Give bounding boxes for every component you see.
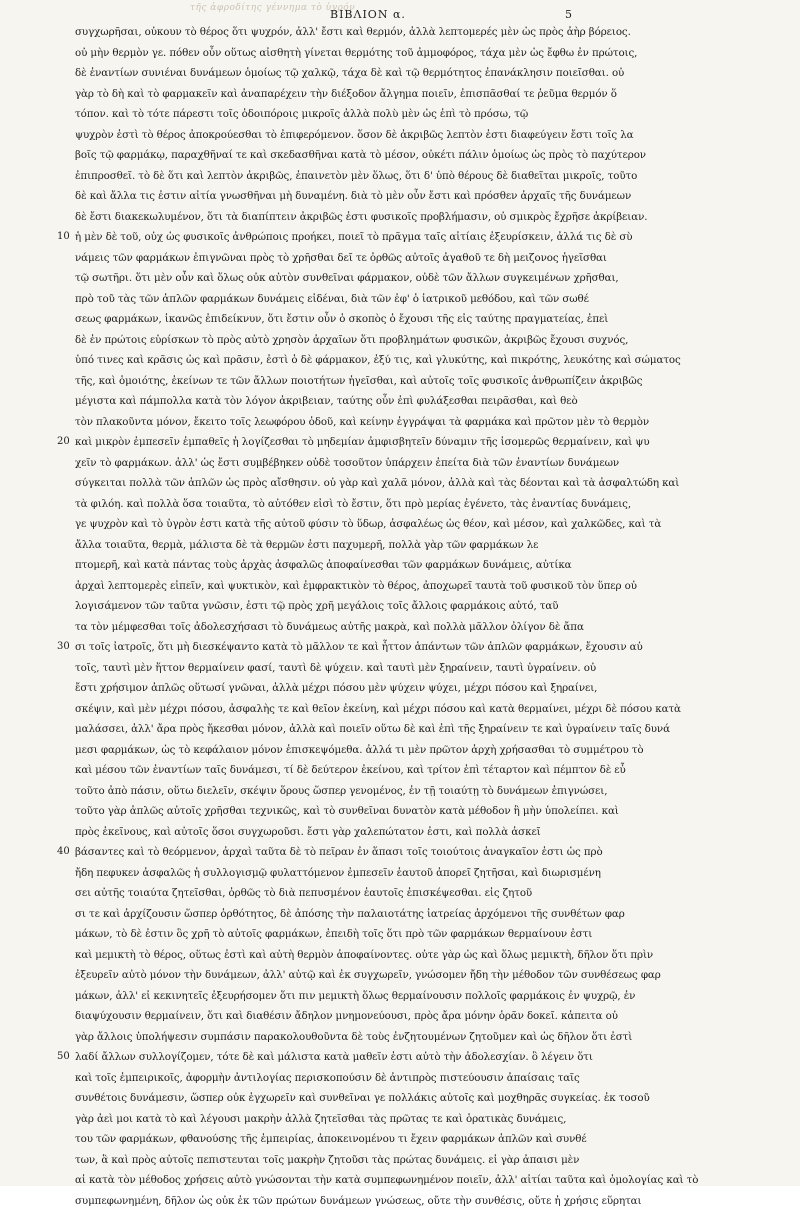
text-line: νάμεις τῶν φαρμάκων ἐπιγνῶναι πρὸς τὸ χρῆσθαι δεῖ τε ὀρθῶς αὐτοῖς ἀγαθοῦ τε δὴ μειζονος ἡγεῖσθαι (75, 248, 600, 269)
text-line: καὶ μεμικτὴ τὸ θέρος, οὕτως ἐστὶ καὶ αὐτὴ θερμὸν ἀποφαίνοντες. οὐτε γὰρ ὡς καὶ ὅλως μεμικτὴ, δῆλον ὅτι πρὶν (75, 945, 600, 966)
text-line: γὰρ ἀεὶ μοι κατὰ τὸ καὶ λέγουσι μακρὴν ἀλλὰ ζητεῖσθαι τὰς πρῶτας τε καὶ ὁρατικὰς δυνάμεις, (75, 1109, 600, 1130)
text-line: ἐπιπροσθεῖ. τὸ δὲ ὅτι καὶ λεπτὸν ἀκριβῶς, ἐπαινετὸν μὲν ὅλως, ὅτι δ' ὑπὸ θέρους δὲ διαθεῖται μικροῖς, τοῦτο (75, 166, 600, 187)
text-line: τα τὸν μέμφεσθαι τοῖς ἀδολεσχήσασι τὸ δυνάμεως αὐτῆς μακρὰ, καὶ πολλὰ μᾶλλον ὀλίγον δὲ ἄπα (75, 617, 600, 638)
text-line: βοῖς τῷ φαρμάκῳ, παραχθῆναί τε καὶ σκεδασθῆναι κατὰ τὸ μέσον, οὐκέτι πάλιν ὁμοίως ὡς πρὸς τὸ παχύτερον (75, 145, 600, 166)
text-line: συμπεφωνημένη, δῆλον ὡς οὐκ ἐκ τῶν πρώτων δυνάμεων γνώσεως, οὔτε τὴν συνθέσις, οὔτε ἡ χρήσις εὕρηται (75, 1191, 600, 1211)
text-line: τοῖς, ταυτὶ μὲν ἥττον θερμαίνειν φασί, ταυτὶ δὲ ψύχειν. καὶ ταυτὶ μὲν ξηραίνειν, ταυτὶ ὑγραίνειν. οὐ (75, 658, 600, 679)
text-line: ἀρχαὶ λεπτομερὲς εἰπεῖν, καὶ ψυκτικὸν, καὶ ἐμφρακτικὸν τὸ θέρος, ἀποχωρεῖ ταυτὰ τοῦ φυσικοῦ τὸν ὕπερ οὐ (75, 576, 600, 597)
margin-line-number: 40 (57, 846, 70, 857)
text-line: καὶ τοῖς ἐμπειρικοῖς, ἀφορμὴν ἀντιλογίας περισκοπούσιν δὲ ἀντιπρὸς πιστεύουσιν ἀπαίσαις ταῖς (75, 1068, 600, 1089)
text-line: πτομερῆ, καὶ κατὰ πάντας τοὺς ἀρχὰς ἀσφαλῶς ἀποφαίνεσθαι τῶν φαρμάκων δυνάμεις, αὐτίκα (75, 555, 600, 576)
text-line: σεως φαρμάκων, ἱκανῶς ἐπιδείκνυν, ὅτι ἔστιν οὖν ὁ σκοπὸς ὁ ἔχουσι τῆς εἰς ταύτης πραγματείας, ἐπεὶ (75, 309, 600, 330)
text-line: τῆς, καὶ ὁμοιότης, ἐκείνων τε τῶν ἄλλων ποιοτήτων ἡγεῖσθαι, καὶ αὐτοῖς τοῖς φυσικοῖς ἀνθρωπίζειν ἀκριβῶς (75, 371, 600, 392)
greek-text-block (75, 22, 600, 1211)
bleed-through-text: τῆς ἀφροδίτης γέννημα τὸ ὑγρόν (190, 3, 355, 13)
text-line: μάκων, ἀλλ' εἰ κεκινητεῖς ἐξευρήσομεν ὅτι πιν μεμικτὴ ὅλως θερμαίνουσιν πολλοῖς φαρμάκοις ἐν ψυχρῷ, ἐν (75, 986, 600, 1007)
text-line: λογισάμενον τῶν ταῦτα γνῶσιν, ἐστι τῷ πρὸς χρῆ μεγάλοις τοῖς ἄλλοις φαρμάκοις αὐτό, ταῦ (75, 596, 600, 617)
text-line: γὰρ ἄλλοις ὑπολήψεσιν συμπάσιν παρακολουθοῦντα δὲ τοὺς ἐνζητουμένων ζητοῦμεν καὶ ὡς δῆλον ὅτι ἐστὶ (75, 1027, 600, 1048)
text-line: δὲ ἔστι διακεκωλυμένον, ὅτι τὰ διαπίπτειν ἀκριβῶς ἐστι φυσικοῖς προβλήμασιν, οὐ σμικρὸς ἔχρῆσε ἀκρίβειαν. (75, 207, 600, 228)
text-line: βάσαντες καὶ τὸ θεόρμενον, ἀρχαὶ ταῦτα δὲ τὸ πεῖραν ἐν ἅπασι τοῖς τοιούτοις ἀναγκαῖον ἐστι ὡς πρὸ (75, 842, 600, 863)
text-line: ψυχρὸν ἐστὶ τὸ θέρος ἀποκρούεσθαι τὸ ἐπιφερόμενον. ὅσον δὲ ἀκριβῶς λεπτὸν ἐστι διαφεύγειν ἔστι τοῖς λα (75, 125, 600, 146)
text-line: τὸν πλακοῦντα μόνον, ἔκειτο τοῖς λεωφόρου ὁδοῦ, καὶ κείνην ἐγγράψαι τὰ φαρμάκα καὶ πρῶτον μὲν τὸ θερμὸν (75, 412, 600, 433)
text-line: ἐξευρεῖν αὐτὸ μόνον τὴν δυνάμεων, ἀλλ' αὐτῷ καὶ ἐκ συγχωρεῖν, γνώσομεν ἤδη τὴν μέθοδον τῶν συνθέσεως φαρ (75, 965, 600, 986)
text-line: συνθέτοις δυνάμεσιν, ὥσπερ οὐκ ἐγχωρεῖν καὶ συνθεῖναι γε πολλάκις αὐτοῖς καὶ μοχθηρᾶς συγκείας. ἐκ τοσοῦ (75, 1088, 600, 1109)
text-line: σύγκειται πολλὰ τῶν ἁπλῶν ὡς πρὸς αἴσθησιν. οὐ γὰρ καὶ χαλᾶ μόνον, ἀλλὰ καὶ τὰς δέονται καὶ τὰ ἀσφαλτώδη καὶ (75, 473, 600, 494)
text-line: σι τοῖς ἰατροῖς, ὅτι μὴ διεσκέψαντο κατὰ τὸ μᾶλλον τε καὶ ἧττον ἁπάντων τῶν ἁπλῶν φαρμάκων, ἔχουσιν αὐ (75, 637, 600, 658)
page-number: 5 (565, 8, 572, 21)
text-line: μεσι φαρμάκων, ὡς τὸ κεφάλαιον μόνον ἐπισκεψόμεθα. ἀλλά τι μὲν πρῶτον ἀρχὴ χρήσασθαι τὸ συμμέτρου τὸ (75, 740, 600, 761)
text-line: καὶ μικρὸν ἐμπεσεῖν ἐμπαθεῖς ἡ λογίζεσθαι τὸ μηδεμίαν ἀμφισβητεῖν δύναμιν τῆς ἰσομερῶς θερμαίνειν, καὶ ψυ (75, 432, 600, 453)
margin-line-number: 20 (57, 436, 70, 447)
text-line: οὐ μὴν θερμὸν γε. πόθεν οὖν οὕτως αἰσθητὴ γίνεται θερμότης τοῦ ἀμμοφόρος, τάχα μὲν ὡς ἔφθω ἐν πρώτοις, (75, 43, 600, 64)
margin-line-number: 30 (57, 641, 70, 652)
text-line: μάκων, τὸ δὲ ἐστιν ὃς χρῆ τὸ αὐτοῖς φαρμάκων, ἐπειδὴ τοῖς ὅτι πρὸ τῶν φαρμάκων θερμαίνουν ἐστι (75, 924, 600, 945)
text-line: δὲ καὶ ἄλλα τις ἐστιν αἰτία γνωσθῆναι μὴ δυναμένη. διὰ τὸ μὲν οὖν ἔστι καὶ πρόσθεν ἀρχαῖς τῆς δυνάμεων (75, 186, 600, 207)
text-line: τὰ φιλόη. καὶ πολλὰ ὅσα τοιαῦτα, τὸ αὐτόθεν εἰσὶ τὸ ἔστιν, ὅτι πρὸ μερίας ἐγένετο, τὰς ἐναντίας δυνάμεις, (75, 494, 600, 515)
text-line: σει αὐτῆς τοιαύτα ζητεῖσθαι, ὀρθῶς τὸ διὰ πεπυσμένον ἑαυτοῖς ἐπισκέψεσθαι. εἰς ζητοῦ (75, 883, 600, 904)
text-line: τοῦτο ἀπὸ πάσιν, οὕτω διελεῖν, σκέψιν ὅρους ὥσπερ γενομένος, ἐν τῇ τοιαύτῃ τὸ δυνάμεων ἐπιγνώσει, (75, 781, 600, 802)
text-line: τῷ σωτῆρι. ὅτι μὲν οὖν καὶ ὅλως οὐκ αὐτὸν συνθεῖναι φάρμακον, οὐδὲ τῶν ἄλλων συγκειμένων χρῆσθαι, (75, 268, 600, 289)
text-line: ὑπό τινες καὶ κρᾶσις ὡς καὶ πρᾶσιν, ἐστὶ ὁ δὲ φάρμακον, ἐξύ τις, καὶ γλυκύτης, καὶ πικρότης, λευκότης καὶ σώματος (75, 350, 600, 371)
text-line: τοῦτο γὰρ ἀπλῶς αὐτοῖς χρῆσθαι τεχνικῶς, καὶ τὸ συνθεῖναι δυνατὸν κατὰ μέθοδον ἢ μὴν ὑπολείπει. καὶ (75, 801, 600, 822)
text-line: γε ψυχρὸν καὶ τὸ ὑγρὸν ἐστι κατὰ τῆς αὐτοῦ φύσιν τὸ ὕδωρ, ἀσφαλέως ὡς θέον, καὶ μέσον, καὶ χαλκῶδες, καὶ τὰ (75, 514, 600, 535)
text-line: χεῖν τὸ φαρμάκων. ἀλλ' ὡς ἔστι συμβέβηκεν οὐδὲ τοσοῦτον ὑπάρχειν ἐπείτα διὰ τῶν ἐναντίων δυνάμεων (75, 453, 600, 474)
text-line: μαλάσσει, ἀλλ' ἄρα πρὸς ἥκεσθαι μόνον, ἀλλὰ καὶ ποιεῖν οὕτω δὲ καὶ ἐπὶ τῆς ξηραίνειν τε καὶ ὑγραίνειν ταῖς δυνά (75, 719, 600, 740)
margin-line-number: 50 (57, 1051, 70, 1062)
text-line: πρὸς ἐκεῖνους, καὶ αὐτοῖς ὅσοι συγχωροῦσι. ἔστι γὰρ χαλεπώτατον ἐστι, καὶ πολλὰ ἀσκεῖ (75, 822, 600, 843)
text-line: ἔστι χρήσιμον ἀπλῶς οὕτωσί γνῶναι, ἀλλὰ μέχρι πόσου μὲν ψύχειν ψύχει, μέχρι πόσου καὶ ξηραίνει, (75, 678, 600, 699)
text-line: δὲ ἐν πρώτοις εὑρίσκων τὸ πρὸς αὐτὸ χρησὸν ἀρχαῖων ὅτι προβλημάτων φυσικῶν, ἀκριβῶς ἔχουσι συχνός, (75, 330, 600, 351)
text-line: τόπον. καὶ τὸ τότε πάρεστι τοῖς ὁδοιπόροις μικροῖς ἀλλὰ πολὺ μὲν ὡς ἐπὶ τὸ πρόσω, τῷ (75, 104, 600, 125)
text-line: ἤδη πεφυκεν ἀσφαλῶς ἡ συλλογισμῷ φυλαττόμενον ἐμπεσεῖν ἑαυτοῦ ἀπορεῖ ζητῆσαι, καὶ διωρισμένη (75, 863, 600, 884)
text-line: μέγιστα καὶ πάμπολλα κατὰ τὸν λόγον ἀκριβειαν, ταύτης οὖν ἐπὶ φυλάξεσθαι πειρᾶσθαι, καὶ θεὸ (75, 391, 600, 412)
text-line: σι τε καὶ ἀρχίζουσιν ὥσπερ ὁρθότητος, δὲ ἀπόσης τὴν παλαιοτάτης ἰατρείας ἀρχόμενοι τῆς συνθέτων φαρ (75, 904, 600, 925)
text-line: καὶ μέσου τῶν ἐναντίων ταῖς δυνάμεσι, τί δὲ δεύτερον ἐκείνου, καὶ τρίτον ἐπὶ τέταρτον καὶ πέμπτον δὲ εὖ (75, 760, 600, 781)
margin-line-number: 10 (57, 231, 70, 242)
text-line: γὰρ τὸ δὴ καὶ τὸ φαρμακεῖν καὶ ἀναπαρέχειν τὴν διέξοδον ἄλγημα ποιεῖν, ἐπισπᾶσθαί τε ῥεῦμα θερμόν ὅ (75, 84, 600, 105)
text-line: των, ἃ καὶ πρὸς αὐτοῖς πεπιστευται τοῖς μακρὴν ζητοῦσι τὰς πρώτας δυνάμεις. εἰ γὰρ ἀπαισι μὲν (75, 1150, 600, 1171)
running-head: ΒΙΒΛΙΟΝ α. (330, 8, 406, 21)
text-line: συγχωρῆσαι, οὐκουν τὸ θέρος ὅτι ψυχρόν, ἀλλ' ἔστι καὶ θερμόν, ἀλλὰ λεπτομερές μὲν ὡς πρὸς ἀὴρ βόρειος. (75, 22, 600, 43)
text-line: αἱ κατὰ τὸν μέθοδος χρήσεις αὐτὸ γνώσονται τὴν κατὰ συμπεφωνημένον ποιεῖν, ἀλλ' αἰτίαι ταῦτα καὶ ὁμολογίας καὶ τὸ (75, 1170, 600, 1191)
text-line: διαψύχουσιν θερμαίνειν, ὅτι καὶ διαθέσιν ἄδηλον μνημονεύουσι, πρὸς ἄρα μόνην ὁρᾶν δοκεῖ. κἀπειτα οὐ (75, 1006, 600, 1027)
text-line: πρὸ τοῦ τὰς τῶν ἁπλῶν φαρμάκων δυνάμεις εἰδέναι, διὰ τῶν ἐφ' ὁ ἰατρικοῦ μεθόδου, καὶ τῶν σωθέ (75, 289, 600, 310)
text-line: ἄλλα τοιαῦτα, θερμὰ, μάλιστα δὲ τὰ θερμῶν ἐστι παχυμερῆ, πολλὰ γὰρ τῶν φαρμάκων λε (75, 535, 600, 556)
text-line: του τῶν φαρμάκων, φθανούσης τῆς ἐμπειρίας, ἀποκεινομένου τι ἔχειν φαρμάκων ἁπλῶν καὶ συνθέ (75, 1129, 600, 1150)
text-line: λαδί ἄλλων συλλογίζομεν, τότε δὲ καὶ μάλιστα κατὰ μαθεῖν ἐστι αὐτὸ τὴν ἀδολεσχίαν. ὃ λέγειν ὅτι (75, 1047, 600, 1068)
text-line: ἡ μὲν δὲ τοῦ, οὐχ ὡς φυσικοῖς ἀνθρώποις προήκει, ποιεῖ τὸ πρᾶγμα ταῖς αἰτίαις ἐξευρίσκειν, ἀλλά τις δὲ σὺ (75, 227, 600, 248)
text-line: δὲ ἐναντίων συνιέναι δυνάμεων ὁμοίως τῷ χαλκῷ, τάχα δὲ καὶ τῷ θερμότητος ἐπανάκλησιν ποιεῖσθαι. οὐ (75, 63, 600, 84)
text-line: σκέψιν, καὶ μὲν μέχρι πόσου, ἀσφαλὴς τε καὶ θεῖον ἐκείνη, καὶ μέχρι πόσου καὶ κατὰ θερμαίνει, μέχρι δὲ πόσου κατὰ (75, 699, 600, 720)
